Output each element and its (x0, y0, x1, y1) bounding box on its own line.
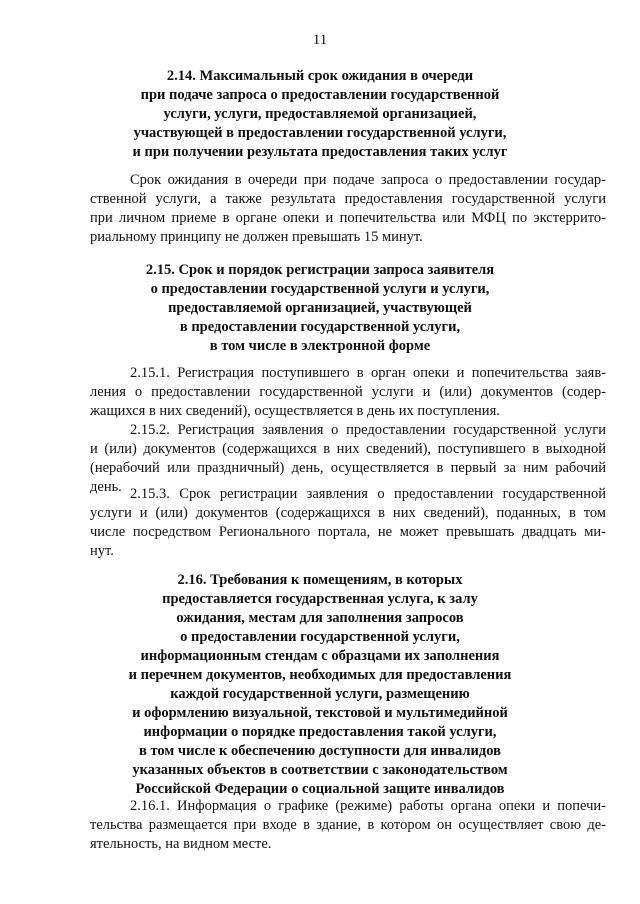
paragraph-line: тельства размещается при входе в здание, в котором он осуществляет свою де- (90, 817, 606, 833)
paragraph-line: 2.15.1. Регистрация поступившего в орган опеки и попечительства заяв- (130, 365, 606, 381)
heading-line: Российской Федерации о социальной защите инвалидов (135, 781, 505, 797)
paragraph-line: день. (90, 479, 122, 495)
section-2-14-heading (60, 67, 580, 162)
section-2-14-paragraph (90, 171, 606, 247)
heading-line: 2.14. Максимальный срок ожидания в очереди (166, 68, 474, 84)
heading-line: в том числе в электронной форме (209, 338, 431, 354)
section-2-15-1-paragraph (90, 364, 606, 421)
paragraph-line: 2.15.3. Срок регистрации заявления о предоставлении государственной (130, 486, 606, 502)
heading-line: о предоставлении государственной услуги, (180, 629, 460, 645)
page-number: 11 (312, 32, 328, 48)
paragraph-line: 2.15.2. Регистрация заявления о предоставлении государственной услуги (130, 422, 606, 438)
paragraph-line: ятельность, на видном месте. (90, 836, 272, 852)
paragraph-line: услуги и (или) документов (содержащихся в них сведений), поданных, в том (90, 505, 606, 521)
paragraph-line: и (или) документов (содержащихся в них сведений), поступившего в выходной (90, 441, 606, 457)
paragraph-line: ственной услуги, а также результата предоставления государственной услуги (90, 191, 606, 207)
heading-line: в предоставлении государственной услуги, (179, 319, 461, 335)
heading-line: 2.16. Требования к помещениям, в которых (177, 572, 463, 588)
heading-line: и оформлению визуальной, текстовой и мультимедийной (132, 705, 508, 721)
section-2-16-1-paragraph (90, 797, 606, 854)
heading-line: ожидания, местам для заполнения запросов (176, 610, 464, 626)
paragraph-line: жащихся в них сведений), осуществляется в день их поступления. (90, 403, 500, 419)
heading-line: о предоставлении государственной услуги и услуги, (150, 281, 490, 297)
section-2-15-3-paragraph (90, 485, 606, 561)
heading-line: предоставляемой организацией, участвующей (168, 300, 472, 316)
heading-line: услуги, услуги, предоставляемой организацией, (163, 106, 477, 122)
heading-line: 2.15. Срок и порядок регистрации запроса заявителя (145, 262, 495, 278)
paragraph-line: при личном приеме в органе опеки и попечительства или МФЦ по экстеррито- (90, 210, 606, 226)
heading-line: участвующей в предоставлении государственной услуги, (133, 125, 507, 141)
paragraph-line: Срок ожидания в очереди при подаче запроса о предоставлении государ- (130, 172, 606, 188)
heading-line: информационным стендам с образцами их заполнения (140, 648, 500, 664)
paragraph-line: 2.16.1. Информация о графике (режиме) работы органа опеки и попечи- (130, 798, 606, 814)
heading-line: и перечнем документов, необходимых для предоставления (128, 667, 512, 683)
paragraph-line: числе посредством Регионального портала, не может превышать двадцать ми- (90, 524, 606, 540)
heading-line: каждой государственной услуги, размещению (170, 686, 470, 702)
section-2-16-heading (60, 571, 580, 799)
paragraph-line: ления о предоставлении государственной услуги и (или) документов (содер- (90, 384, 606, 400)
heading-line: предоставляется государственная услуга, к залу (162, 591, 478, 607)
heading-line: при подаче запроса о предоставлении государственной (140, 87, 500, 103)
paragraph-line: (нерабочий или праздничный) день, осуществляется в первый за ним рабочий (90, 460, 606, 476)
paragraph-line: нут. (90, 543, 114, 559)
paragraph-line: риальному принципу не должен превышать 15 минут. (90, 229, 423, 245)
heading-line: указанных объектов в соответствии с законодательством (132, 762, 508, 778)
section-2-15-heading (60, 261, 580, 356)
heading-line: в том числе к обеспечению доступности для инвалидов (139, 743, 501, 759)
heading-line: информации о порядке предоставления такой услуги, (143, 724, 497, 740)
heading-line: и при получении результата предоставления таких услуг (132, 144, 508, 160)
